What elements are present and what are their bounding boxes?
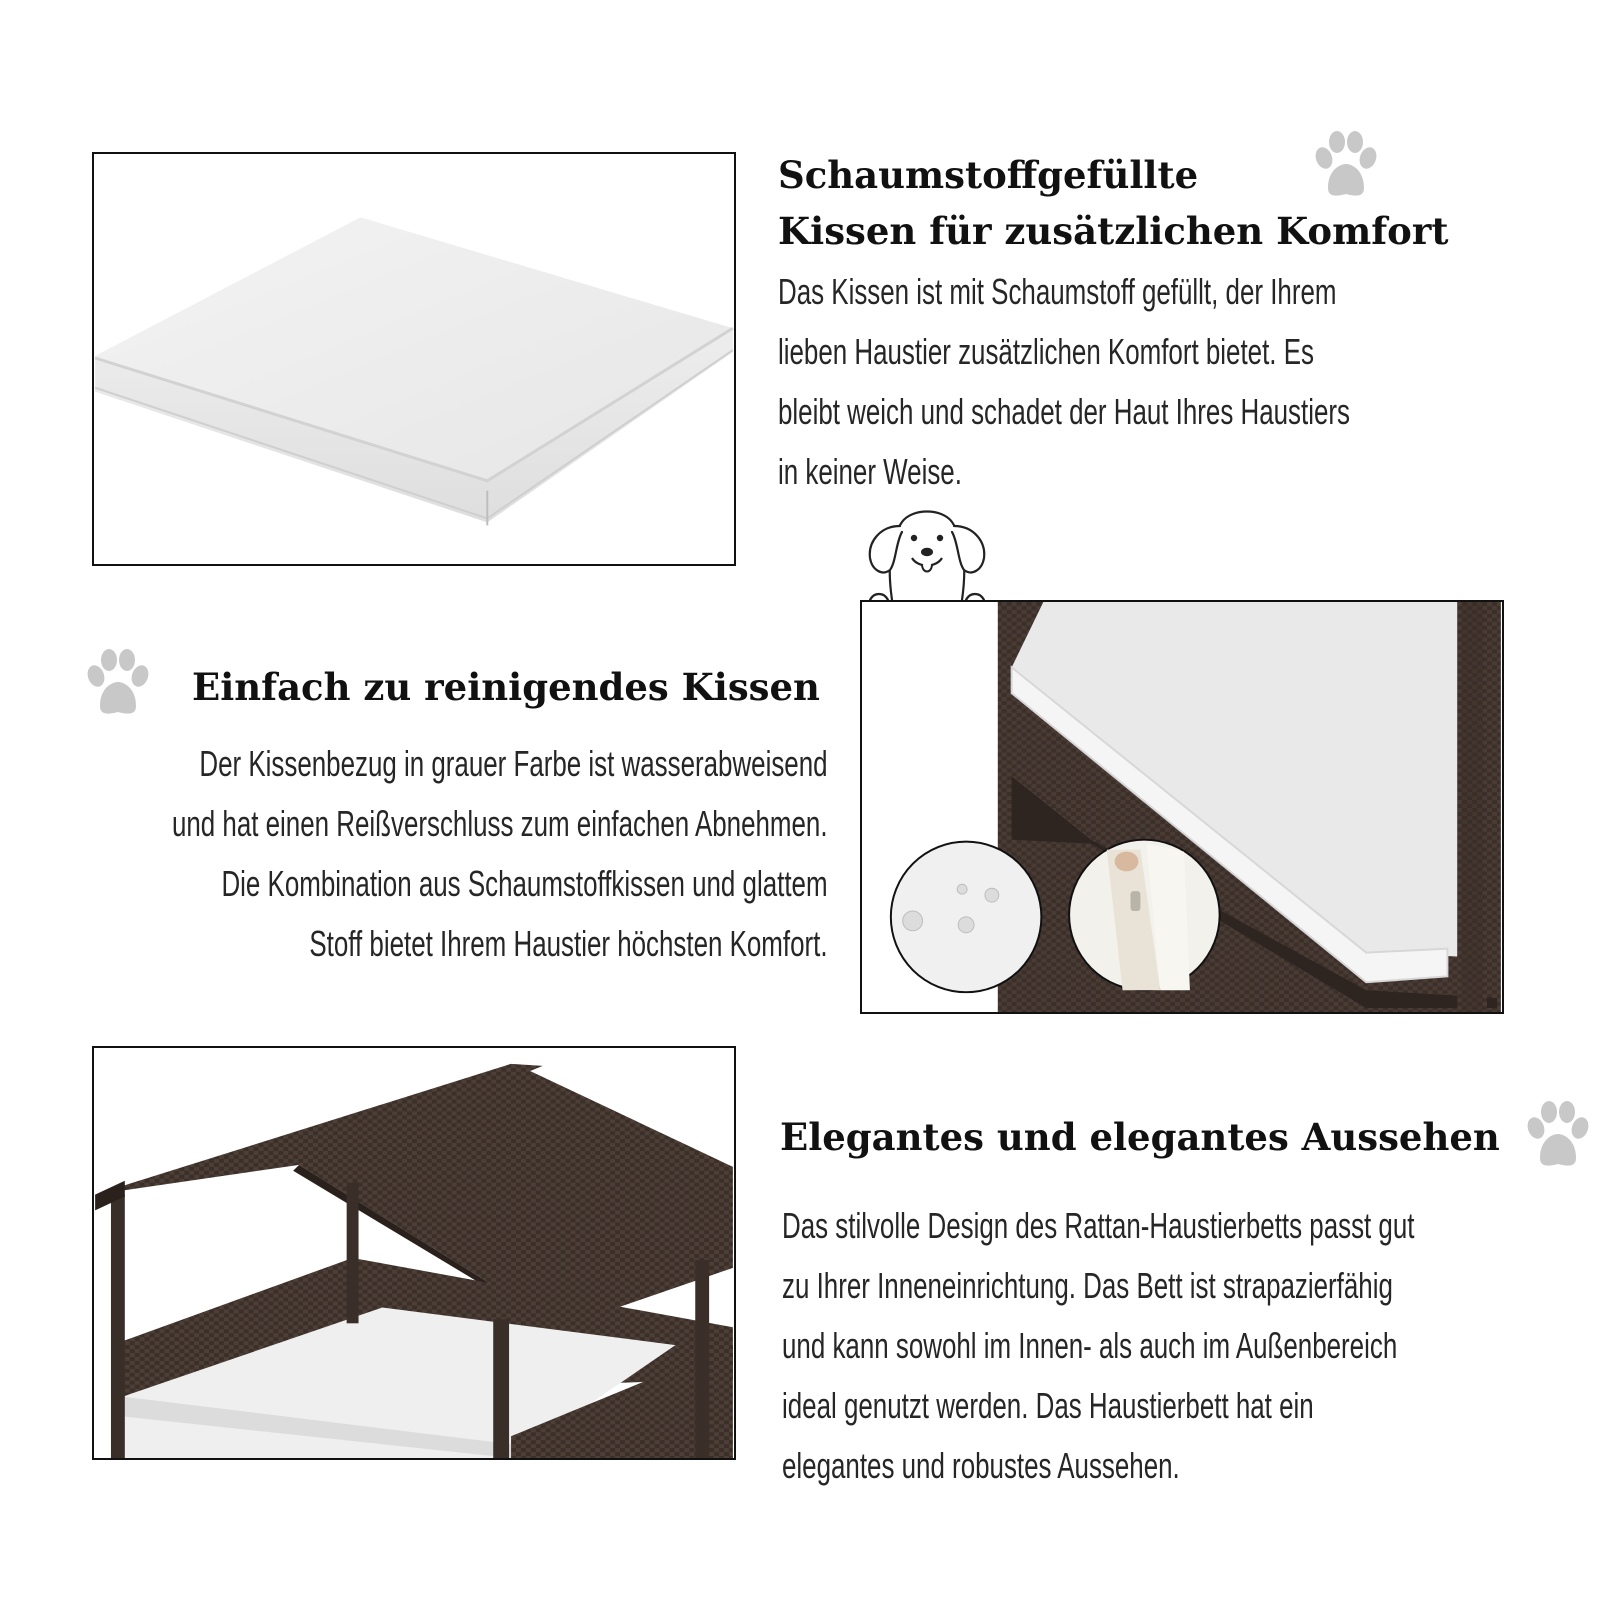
rattan-pet-house-photo (94, 1048, 734, 1458)
paw-print-icon (84, 648, 150, 720)
section2-heading: Einfach zu reinigendes Kissen (192, 665, 820, 709)
section3-body-line: ideal genutzt werden. Das Haustierbett hat ein (782, 1385, 1314, 1426)
section2-body-line: und hat einen Reißverschluss zum einfachen Abnehmen. (172, 803, 828, 844)
section3-body-line: elegantes und robustes Aussehen. (782, 1445, 1180, 1486)
cushion-photo (94, 154, 734, 564)
section3-body-line: Das stilvolle Design des Rattan-Haustierbetts passt gut (782, 1205, 1415, 1246)
section1-body (778, 262, 1350, 502)
section1-body-line: in keiner Weise. (778, 451, 962, 492)
cushion-detail-photo-frame (860, 600, 1504, 1014)
cushion-photo-frame (92, 152, 736, 566)
paw-print-icon (1312, 130, 1378, 202)
section3-body-line: und kann sowohl im Innen- als auch im Außenbereich (782, 1325, 1398, 1366)
section1-body-line: lieben Haustier zusätzlichen Komfort bietet. Es (778, 331, 1314, 372)
section1-heading-line2: Kissen für zusätzlichen Komfort (778, 209, 1449, 253)
section1-heading-line1: Schaumstoffgefüllte (778, 153, 1199, 197)
section1-body-line: bleibt weich und schadet der Haut Ihres Haustiers (778, 391, 1350, 432)
paw-print-icon (1524, 1100, 1590, 1172)
rattan-pet-house-photo-frame (92, 1046, 736, 1460)
section2-body (172, 734, 828, 974)
cartoon-dog-icon (862, 492, 992, 602)
section2-body-line: Die Kombination aus Schaumstoffkissen und glattem (221, 863, 828, 904)
section2-body-line: Stoff bietet Ihrem Haustier höchsten Komfort. (309, 923, 828, 964)
section2-body-line: Der Kissenbezug in grauer Farbe ist wasserabweisend (199, 743, 829, 784)
section1-body-line: Das Kissen ist mit Schaumstoff gefüllt, der Ihrem (778, 271, 1337, 312)
section3-body-line: zu Ihrer Inneneinrichtung. Das Bett ist strapazierfähig (782, 1265, 1393, 1306)
cushion-detail-photo (862, 602, 1502, 1012)
section3-heading: Elegantes und elegantes Aussehen (780, 1115, 1500, 1159)
section3-body (782, 1196, 1414, 1496)
